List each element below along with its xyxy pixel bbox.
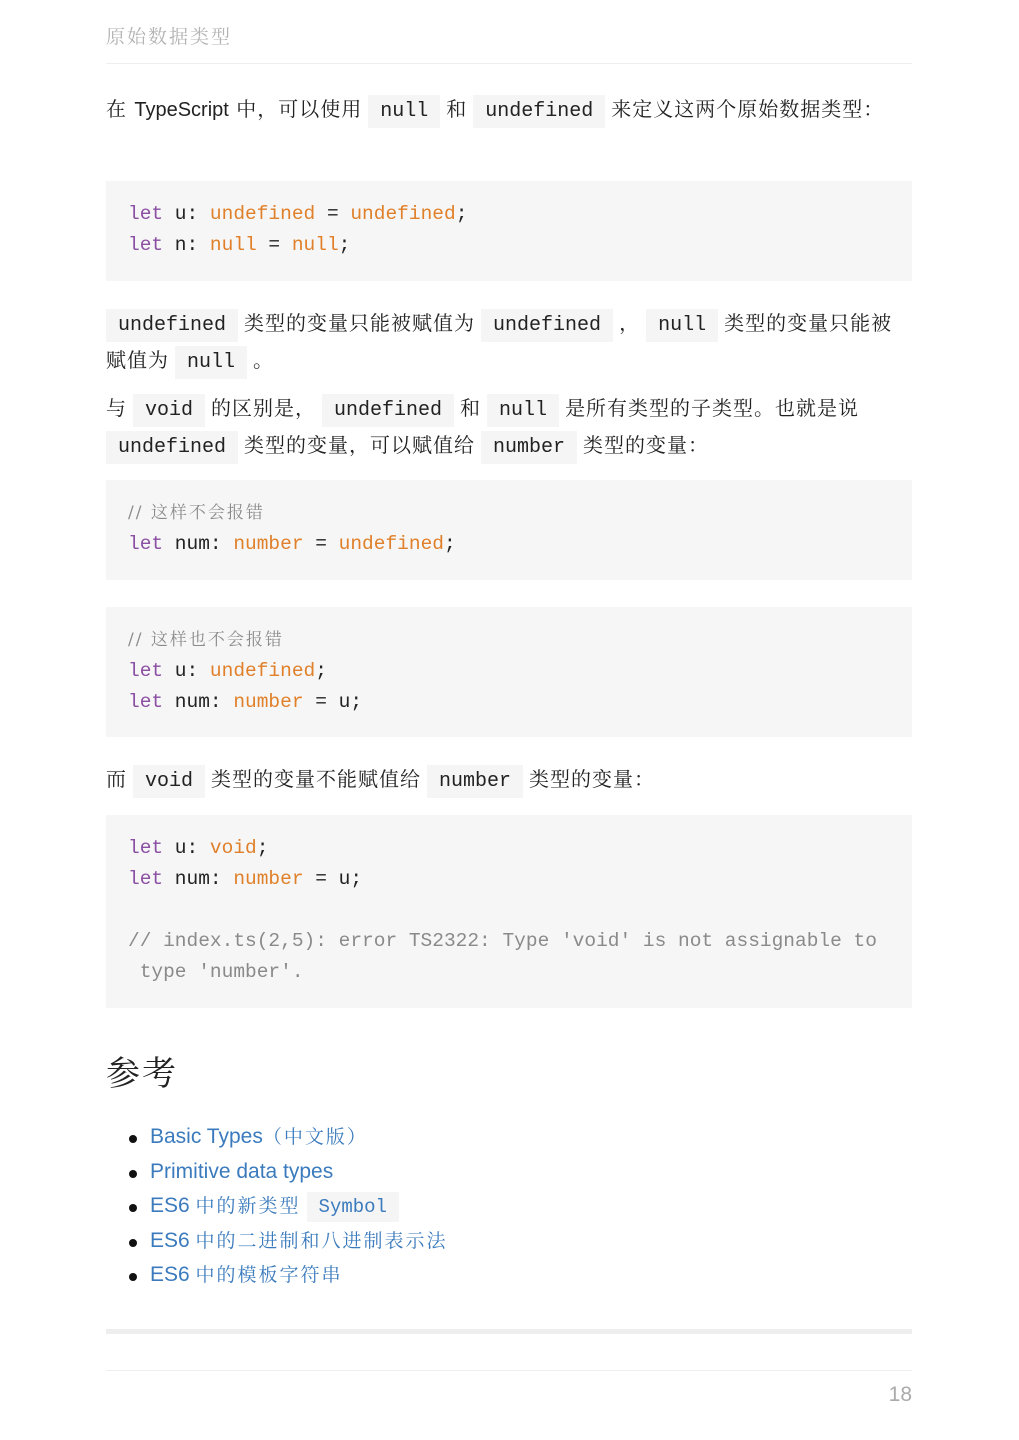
inline-code-undefined: undefined [481,309,613,342]
footer-divider [106,1370,912,1371]
code-text: = [256,234,292,256]
paragraph-null-undefined-intro [106,92,912,129]
text: 和 [460,396,482,420]
list-item [106,1224,912,1259]
code-value: null [291,234,339,256]
text: 中，可以使用 [228,97,363,121]
paragraph-void-not-assignable [106,762,912,799]
code-text: ; [455,203,468,225]
code-comment-error: // index.ts(2,5): error TS2322: Type 'void' is not assignable to [128,930,877,952]
inline-code-null: null [646,309,718,342]
list-item [106,1258,912,1293]
link-text: ES6 [150,1228,196,1252]
code-type: void [209,837,257,859]
text: ， [619,311,641,335]
code-keyword: let [128,203,164,225]
code-type: null [209,234,257,256]
text: 类型的变量只能被赋值为 [106,311,893,372]
code-text: = [315,203,351,225]
text: 类型的变量不能赋值给 [211,767,422,791]
code-keyword: let [128,533,164,555]
text: 的区别是， [211,396,317,420]
code-block-also-no-error [106,607,912,737]
code-text: = u; [303,868,363,890]
link-text: 中的二进制和八进制表示法 [195,1229,448,1252]
reference-link-primitive-data-types[interactable] [150,1160,333,1183]
inline-code-symbol: Symbol [307,1192,399,1222]
paragraph-assignment-rules [106,306,912,380]
code-value: undefined [350,203,456,225]
code-text: ; [338,234,351,256]
code-type: number [233,868,304,890]
text: 而 [106,767,127,791]
text: 和 [446,97,468,121]
running-header [106,22,912,64]
code-text: num: [163,691,234,713]
code-block-null-undefined [106,181,912,281]
list-item [106,1155,912,1190]
link-text: Basic Types [150,1125,263,1148]
paragraph-subtype [106,391,912,465]
list-item [106,1189,912,1224]
text-typescript: TypeScript [134,99,229,121]
text: 。 [253,348,275,372]
inline-code-void: void [133,394,205,427]
code-comment: // 这样不会报错 [128,503,265,523]
text: 类型的变量只能被赋值为 [244,311,476,335]
text: 类型的变量： [583,433,710,457]
code-text: ; [443,533,456,555]
code-text: = u; [303,691,363,713]
code-text: n: [163,234,210,256]
inline-code-number: number [427,765,523,798]
reference-link-es6-binary-octal[interactable] [150,1229,448,1252]
code-text: u: [163,203,210,225]
code-keyword: let [128,691,164,713]
text: 来定义这两个原始数据类型： [611,97,885,121]
inline-code-void: void [133,765,205,798]
code-type: number [233,533,304,555]
inline-code-undefined: undefined [473,95,605,128]
running-header-title: 原始数据类型 [106,26,233,48]
inline-code-undefined: undefined [106,309,238,342]
code-text: ; [256,837,269,859]
code-text: num: [163,533,234,555]
code-type: undefined [209,203,316,225]
inline-code-null: null [175,346,247,379]
reference-link-es6-template-strings[interactable] [150,1263,343,1286]
code-comment: // 这样也不会报错 [128,630,284,650]
code-value: undefined [338,533,444,555]
code-keyword: let [128,234,164,256]
code-text: ; [315,660,327,682]
code-keyword: let [128,660,164,682]
references-list [106,1120,912,1293]
link-text: ES6 [150,1194,196,1217]
link-text: （中文版） [262,1126,368,1148]
code-text: u: [163,837,210,859]
reference-link-es6-symbol[interactable] [150,1194,405,1217]
link-text: Primitive data types [150,1159,334,1183]
text: 与 [106,396,127,420]
code-type: number [233,691,304,713]
text: 在 [106,97,135,121]
inline-code-undefined: undefined [106,431,238,464]
text: 是所有类型的子类型。也就是说 [565,396,860,420]
link-text: ES6 [150,1263,196,1286]
link-text: 中的新类型 [195,1195,301,1217]
code-keyword: let [128,868,164,890]
code-type: undefined [209,660,316,682]
section-heading-references: 参考 [106,1054,178,1094]
page-number: 18 [888,1383,912,1406]
code-keyword: let [128,837,164,859]
link-text: 中的模板字符串 [195,1264,343,1286]
inline-code-undefined: undefined [322,394,454,427]
code-text: num: [163,868,234,890]
code-text: = [303,533,339,555]
reference-link-basic-types[interactable] [150,1125,368,1148]
list-item [106,1120,912,1155]
text: 类型的变量，可以赋值给 [244,433,476,457]
code-comment-error: type 'number'. [128,961,304,983]
code-block-no-error [106,480,912,580]
section-divider [106,1329,912,1334]
code-text: u: [163,660,210,682]
inline-code-null: null [487,394,559,427]
inline-code-number: number [481,431,577,464]
text: 类型的变量： [529,767,656,791]
code-block-void-error [106,815,912,1008]
inline-code-null: null [368,95,440,128]
